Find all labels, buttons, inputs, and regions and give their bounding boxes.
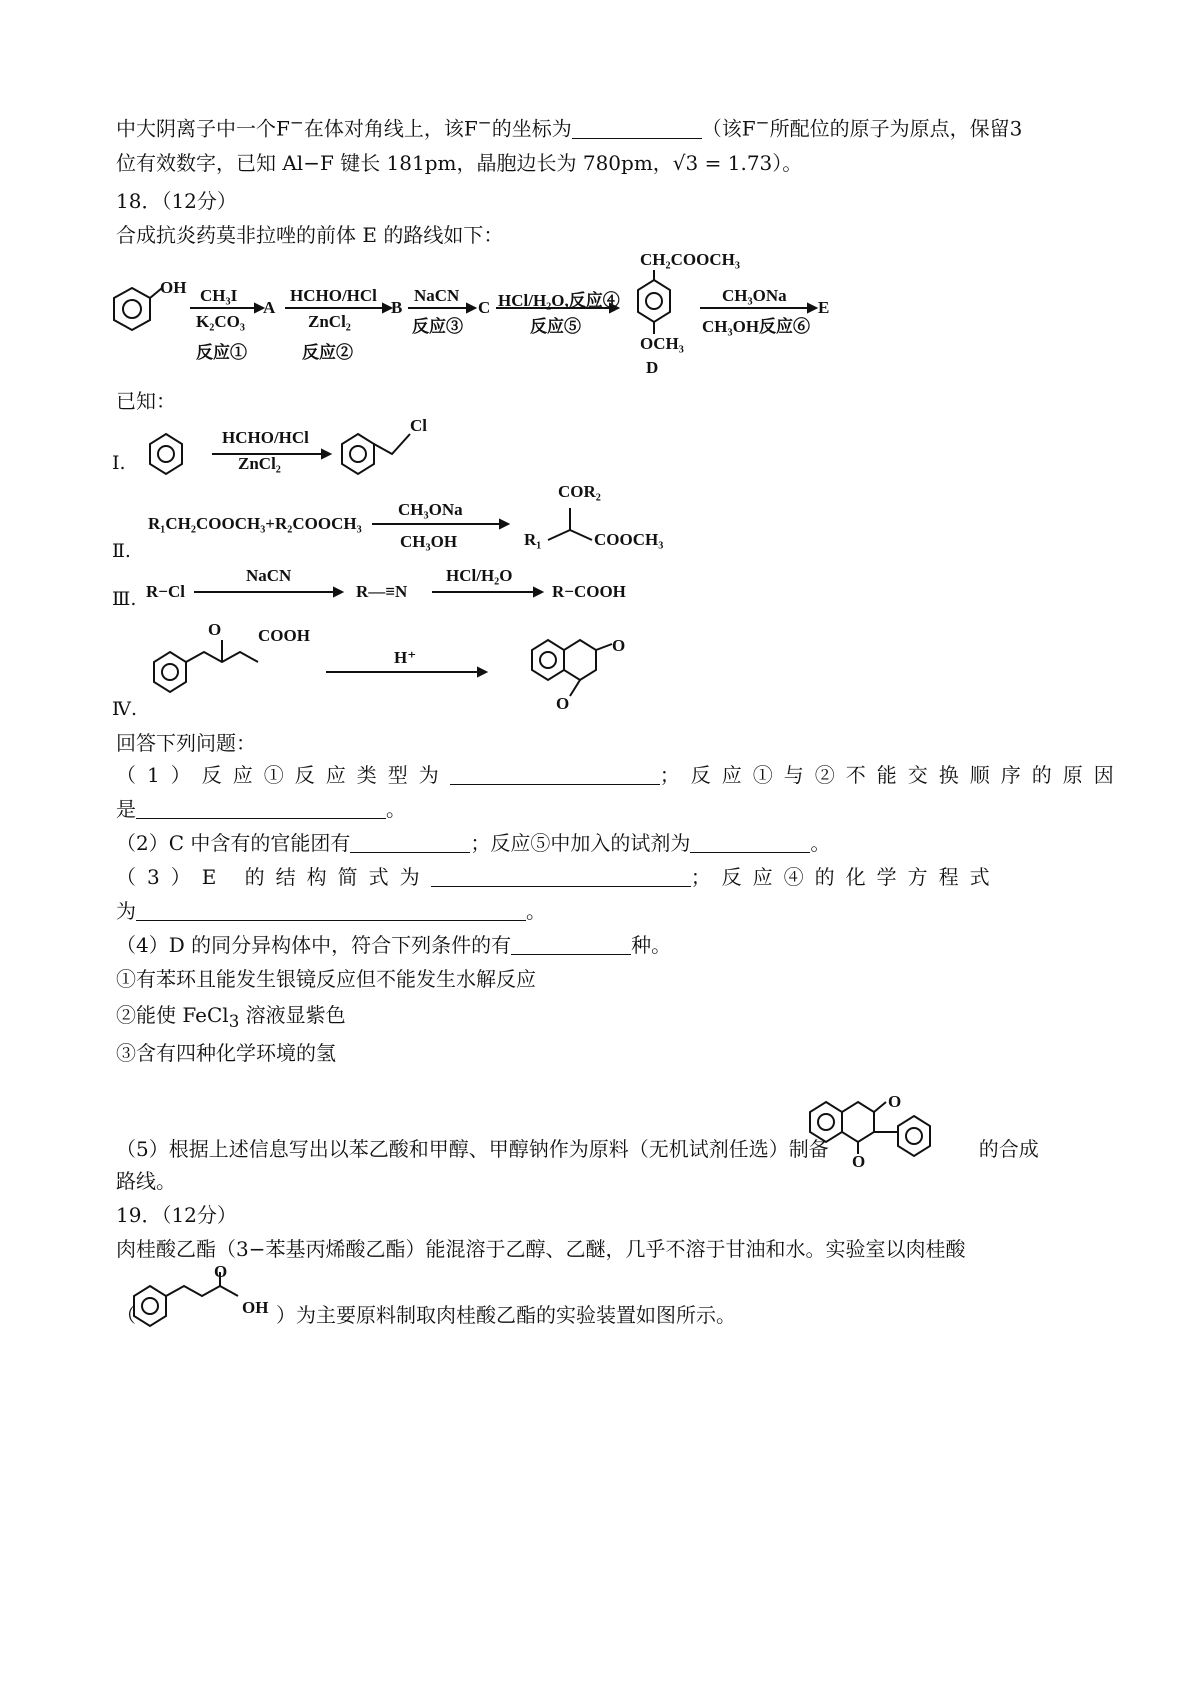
intro-text-e: 所配位的原子为原点，保留3 [769,116,1023,141]
r-cl-label: R−Cl [146,582,185,601]
aromatic-circle [350,446,366,462]
aromatic-circle [162,664,178,680]
known-4-label: Ⅳ. [112,698,138,720]
cor2-label: COR₂ [558,482,601,501]
intro-text-b: 在体对角线上，该F [303,116,478,141]
question-text: 。 [386,797,406,821]
question-text: 为 [116,899,136,923]
aromatic-circle [540,652,556,668]
intro-text-f: 位有效数字，已知 Al−F 键长 181pm，晶胞边长为 780pm， [116,151,673,175]
arrowhead [534,588,542,596]
answer-blank[interactable] [572,118,702,139]
reagent-label: HCHO/HCl [222,428,309,447]
cooh-label: COOH [258,626,310,645]
question-text: 的合成 [978,1137,1039,1161]
cooch3-label: COOCH₃ [594,530,664,549]
reagent-label: HCl/H₂O,反应④ [498,291,620,310]
question-5-line-2: 路线。 [116,1169,176,1193]
answer-blank[interactable] [136,900,526,921]
sqrt-value: √3 = 1.73 [672,151,773,175]
aromatic-circle [818,1114,834,1130]
intro-text-g: ）。 [772,151,803,175]
compound-d: D [646,358,659,377]
reagent-label: CH₃ONa [398,500,463,519]
r1-label: R₁ [524,530,542,549]
reagent-label: NaCN [414,286,460,305]
compound-d-substituent: OCH₃ [640,334,684,353]
nitrile-label: R—≡N [356,582,408,601]
bond-line [570,680,580,696]
benzene-ring [154,652,186,692]
reaction-label: 反应⑤ [530,317,581,336]
reagent-label: K₂CO₃ [196,312,245,331]
intro-line-2 [116,148,1090,178]
compound-e: E [818,298,830,317]
reagent-label: ZnCl₂ [238,454,281,473]
open-paren: （ [116,1303,136,1327]
question-3-line-1 [116,862,1090,892]
q19-heading: 19．（12分） [116,1203,237,1227]
arrowhead [467,304,475,312]
benzene-ring [150,434,182,474]
subscript: 3 [228,1012,240,1031]
question-text: 种。 [631,933,672,957]
condition-text: ②能使 FeCl [116,1003,229,1027]
question-5-line-1 [116,1134,1090,1164]
arrowhead [808,304,816,312]
condition-1: ①有苯环且能发生银镜反应但不能发生水解反应 [116,967,536,991]
benzene-ring [532,640,564,680]
reagent-label: H⁺ [394,648,417,667]
superscript-minus: − [755,113,770,132]
answer-blank[interactable] [350,832,470,853]
reagent-label: CH₃OH反应⑥ [702,317,811,336]
question-2 [116,828,1090,858]
arrowhead [500,520,508,528]
q19-line-1: 肉桂酸乙酯（3−苯基丙烯酸乙酯）能混溶于乙醇、乙醚，几乎不溶于甘油和水。实验室以肉桂酸 [116,1237,966,1261]
o-label: O [888,1092,902,1111]
o-label: O [208,620,222,639]
question-text: （1）反应①反应类型为 [116,763,450,787]
superscript-minus: − [289,113,304,132]
aromatic-circle [158,446,174,462]
question-3-line-2 [116,896,1090,926]
condition-3: ③含有四种化学环境的氢 [116,1041,336,1065]
question-text: 。 [526,899,546,923]
question-1-line-2 [116,794,1090,824]
answer-blank[interactable] [431,866,691,887]
compound-c: C [478,298,491,317]
condition-2 [116,1000,1090,1037]
cyclohexane-ring [564,640,596,680]
oh-label: OH [242,1298,269,1317]
q18-heading: 18．（12分） [116,189,237,213]
reagent-label: CH₃I [200,286,238,305]
reagent-label: ZnCl₂ [308,312,351,331]
question-text: 是 [116,797,136,821]
cl-label: Cl [410,416,427,435]
o-label: O [612,636,626,655]
intro-line-1 [116,108,1090,144]
oh-label: OH [160,278,187,297]
intro-text-a: 中大阴离子中一个F [116,116,290,141]
question-text: （2）C 中含有的官能团有 [116,831,351,855]
known-4-graphic [0,616,1200,726]
known-2-reactants: R₁CH₂COOCH₃+R₂COOCH₃ [148,514,362,533]
bond-line [166,1286,238,1296]
question-text: ；反应④的化学方程式 [690,865,1001,889]
known-1-label: Ⅰ. [112,452,126,474]
condition-text: 溶液显紫色 [239,1003,346,1027]
compound-d-substituent: CH₂COOCH₃ [640,250,740,269]
o-label: O [556,694,570,713]
benzene-ring [342,434,374,474]
known-3-label: Ⅲ. [112,588,137,610]
answer-blank[interactable] [690,832,810,853]
reagent-label: HCHO/HCl [290,286,377,305]
bond-line [596,644,612,650]
question-text: （3）E 的结构简式为 [116,865,431,889]
reaction-label: 反应② [302,343,353,362]
reaction-label: 反应③ [412,317,463,336]
question-text: ；反应①与②不能交换顺序的原因 [659,763,1125,787]
question-4 [116,930,1090,960]
o-label: O [852,1152,866,1171]
arrowhead [322,450,330,458]
bond-line [874,1102,886,1112]
synthesis-route-graphic [0,240,1200,400]
question-text: （4）D 的同分异构体中，符合下列条件的有 [116,933,512,957]
question-1-line-1 [116,760,1125,790]
answer-blank[interactable] [450,764,660,785]
question-text: ；反应⑤中加入的试剂为 [470,831,691,855]
reaction-label: 反应① [196,343,247,362]
carboxylic-acid-label: R−COOH [552,582,626,601]
arrowhead [478,668,486,676]
arrowhead [255,304,263,312]
known-2-label: Ⅱ. [112,540,131,562]
q18-intro: 合成抗炎药莫非拉唑的前体 E 的路线如下： [116,223,504,247]
bond-line [570,530,592,540]
compound-b: B [391,298,403,317]
benzene-ring [114,288,150,330]
aromatic-circle [123,300,141,318]
question-text: 。 [810,831,831,855]
answer-blank[interactable] [511,934,631,955]
compound-a: A [263,298,276,317]
aromatic-circle [646,293,662,309]
o-label: O [214,1262,228,1281]
answer-blank[interactable] [136,798,386,819]
known-heading: 已知： [116,389,176,413]
superscript-minus: − [477,113,492,132]
bond-line [374,434,410,454]
reagent-label: HCl/H₂O [446,566,513,585]
answer-intro: 回答下列问题： [116,731,256,755]
question-text: （5）根据上述信息写出以苯乙酸和甲醇、甲醇钠作为原料（无机试剂任选）制备 [116,1137,829,1161]
reagent-label: CH₃ONa [722,286,787,305]
bond-line [548,530,570,540]
arrowhead [383,304,391,312]
benzene-ring [638,280,670,322]
arrowhead [334,588,342,596]
q19-line-2: ）为主要原料制取肉桂酸乙酯的实验装置如图所示。 [276,1303,736,1327]
reagent-label: CH₃OH [400,532,458,551]
intro-text-d: （该F [701,116,756,141]
intro-text-c: 的坐标为 [491,116,572,141]
reagent-label: NaCN [246,566,292,585]
